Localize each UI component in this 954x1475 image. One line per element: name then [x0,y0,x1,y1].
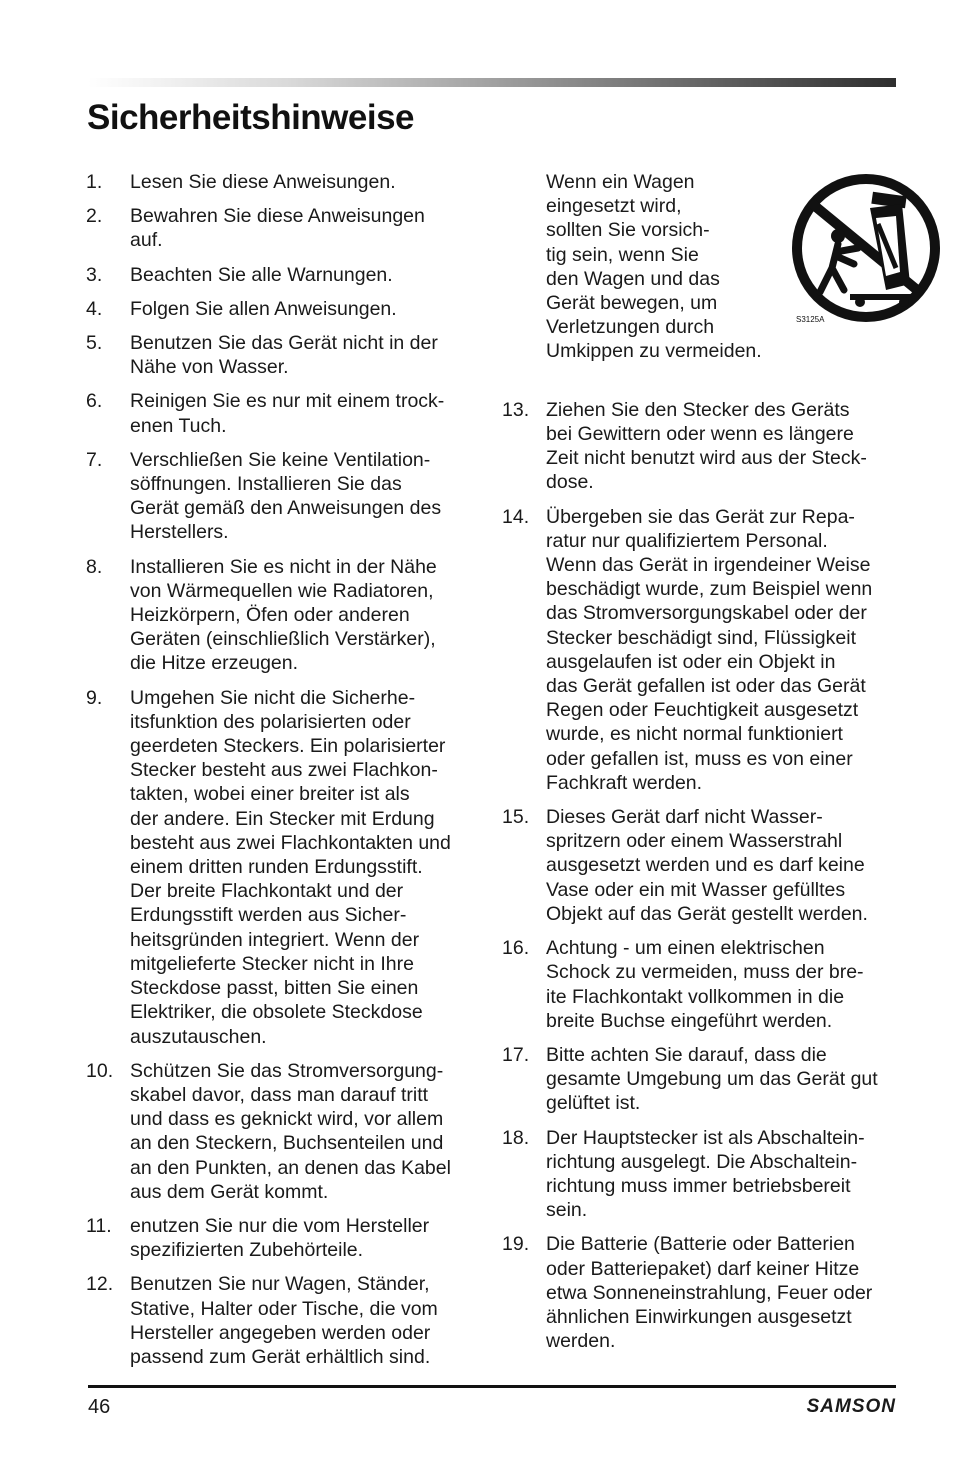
item-number: 2. [86,205,103,228]
item-text: Lesen Sie diese Anweisungen. [130,171,396,193]
list-item [86,448,481,545]
list-item [86,331,481,379]
footer-rule [88,1385,896,1388]
item-number: 1. [86,171,103,193]
item-text: Beachten Sie alle Warnungen. [130,263,393,286]
item-number: 3. [86,263,103,286]
item-number: 13. [502,398,530,421]
item-number: 12. [86,1273,114,1296]
item-number: 15. [502,806,530,829]
item-text: Übergeben sie das Gerät zur Repa- ratur nur qualifiziertem Personal. Wenn das Gerät in irgendeiner Weise beschädigt wurde, zum Beispiel wenn das Stromversorgungskabel oder der Stecker beschädigt sind, Flüssigkeit ausgelaufen ist oder ein Objekt in das Gerät gefallen ist oder das Gerät Regen oder Feuchtigkeit ausgesetzt wurde, es nicht normal funktioniert oder gefallen ist, muss es von einer Fachkraft werden. [546,505,873,794]
page-number: 46 [88,1396,111,1418]
item-number: 16. [502,937,530,960]
item-text: Bitte achten Sie darauf, dass die gesamte Umgebung um das Gerät gut gelüftet ist. [546,1043,878,1115]
item-text: Der Hauptstecker ist als Abschaltein- richtung ausgelegt. Die Abschaltein- richtung muss immer betriebsbereit sein. [546,1126,865,1222]
item-text: Benutzen Sie das Gerät nicht in der Nähe von Wasser. [130,332,438,379]
cart-tip-over-warning-icon [790,172,942,324]
item-number: 4. [86,297,103,320]
item-text: Dieses Gerät darf nicht Wasser- spritzern oder einem Wasserstrahl ausgesetzt werden und es darf keine Vase oder ein mit Wasser gefülltes Objekt auf das Gerät gestellt werden. [546,806,868,925]
list-item [86,686,481,1049]
item-number: 7. [86,448,103,471]
brand-logo: SAMSON [806,1396,896,1417]
item-text: Die Batterie (Batterie oder Batterien oder Batteriepaket) darf keiner Hitze etwa Sonneneinstrahlung, Feuer oder ähnlichen Einwirkungen ausgesetzt werden. [546,1233,873,1353]
item-text: Bewahren Sie diese Anweisungen auf. [130,205,425,252]
list-item [502,1232,902,1353]
item-text: Verschließen Sie keine Ventilation- söffnungen. Installieren Sie das Gerät gemäß den Anweisungen des Herstellers. [130,448,442,544]
item-number: 17. [502,1043,530,1066]
item-number: 8. [86,555,103,578]
item-text: Reinigen Sie es nur mit einem trock- enen Tuch. [130,390,445,437]
list-item [86,555,481,676]
item-number: 19. [502,1233,530,1256]
list-item [86,204,481,252]
item-number: 11. [86,1214,112,1237]
item-text: Benutzen Sie nur Wagen, Ständer, Stative, Halter oder Tische, die vom Hersteller angegeben werden oder passend zum Gerät erhältlich sind. [130,1273,438,1368]
list-item [86,1059,481,1204]
list-item [86,170,481,194]
list-item [502,398,902,495]
list-item [86,1214,481,1262]
list-item [86,389,481,437]
list-item [86,1272,481,1369]
cart-warning-text: Wenn ein Wagen eingesetzt wird, sollten Sie vorsich- tig sein, wenn Sie den Wagen und das Gerät bewegen, um Verletzungen durch Umkippen zu vermeiden. [546,171,762,363]
list-item [502,1126,902,1223]
list-item [502,805,902,926]
cart-icon-code: S3125A [796,315,825,324]
item-text: enutzen Sie nur die vom Hersteller spezifizierten Zubehörteile. [130,1214,430,1262]
list-item [502,936,902,1033]
item-number: 18. [502,1126,530,1149]
header-gradient-bar [88,78,896,87]
item-text: Ziehen Sie den Stecker des Geräts bei Gewittern oder wenn es längere Zeit nicht benutzt wird aus der Steck- dose. [546,398,867,494]
item-number: 9. [86,686,103,709]
item-number: 10. [86,1059,114,1082]
list-item [502,1043,902,1116]
left-column [86,170,481,1379]
cart-warning-note [546,170,902,388]
list-item [502,505,902,795]
item-number: 5. [86,332,103,355]
item-text: Folgen Sie allen Anweisungen. [130,297,397,320]
item-text: Achtung - um einen elektrischen Schock zu vermeiden, muss der bre- ite Flachkontakt vollkommen in die breite Buchse eingeführt werden. [546,937,864,1032]
item-text: Schützen Sie das Stromversorgung- skabel davor, dass man darauf tritt und dass es geknickt wird, vor allem an den Steckern, Buchsenteilen und an den Punkten, an denen das Kabel aus dem Gerät kommt. [130,1059,451,1203]
item-number: 14. [502,505,530,528]
list-item [86,297,481,321]
item-number: 6. [86,390,103,413]
item-text: Umgehen Sie nicht die Sicherhe- itsfunktion des polarisierten oder geerdeten Steckers. Ein polarisierter Stecker besteht aus zwei Flachkon- takten, wobei einer breiter ist als der andere. Ein Stecker mit Erdung besteht aus zwei Flachkontakten und einem dritten runden Erdungsstift. Der breite Flachkontakt und der Erdungsstift werden aus Sicher- heitsgründen integriert. Wenn der mitgelieferte Stecker nicht in Ihre Steckdose passt, bitten Sie einen Elektriker, die obsolete Steckdose auszutauschen. [130,686,451,1048]
right-column [502,170,902,1363]
item-text: Installieren Sie es nicht in der Nähe von Wärmequellen wie Radiatoren, Heizkörpern, Öfen oder anderen Geräten (einschließlich Verstärker), die Hitze erzeugen. [130,555,437,675]
page-title: Sicherheitshinweise [87,98,415,137]
list-item [86,263,481,287]
